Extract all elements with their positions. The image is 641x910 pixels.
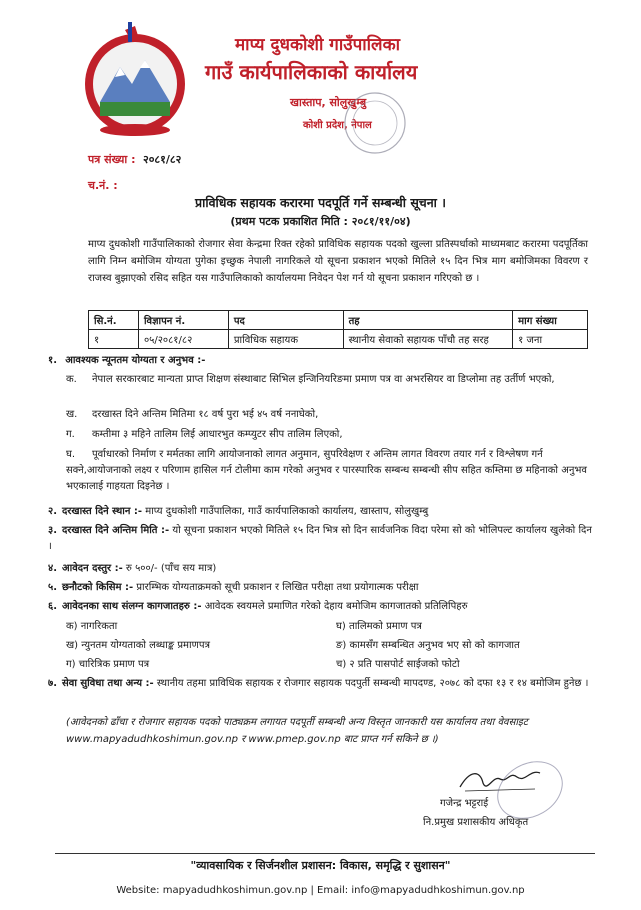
signatory-name: गजेन्द्र भट्टराई [440, 798, 489, 809]
table-cell: १ [89, 330, 139, 349]
section-fee [48, 561, 593, 577]
list-item: ग) चारित्रिक प्रमाण पत्र [66, 659, 150, 670]
item-text: पूर्वाधारको निर्माण र मर्मतका लागि आयोजनाको लागत अनुमान, सुपरिवेक्षण र अन्तिम लागत विवरण तयार गर्न र विश्लेषण गर्न सक्ने,आयोजनाको लक्ष्य र परिणाम हासिल गर्न टोलीमा काम गरेको अनुभव र पारस्पारिक सम्बन्ध सम्बन्धी सीप सहित कम्तिमा छ महिनाको अनुभव भएकालाई गाहयता दिइनेछ । [66, 449, 587, 492]
section-label: आवेदनका साथ संलग्न कागजातहरु :- [62, 601, 202, 612]
table-header-cell: विज्ञापन नं. [138, 311, 228, 330]
office-address: खास्ताप, सोलुखुम्बु [290, 96, 367, 109]
signatory-post: नि.प्रमुख प्रशासकीय अधिकृत [423, 817, 529, 828]
table-cell: प्राविधिक सहायक [228, 330, 343, 349]
section-facilities [48, 676, 593, 692]
government-emblem-icon [70, 22, 200, 142]
table-header-row [89, 311, 588, 330]
notice-subtitle: (प्रथम पटक प्रकाशित मिति : २०८१/११/०४) [230, 215, 411, 228]
list-item: ख) न्युनतम योग्यताको लब्धाङ्क प्रमाणपत्र [66, 640, 211, 651]
item-key: क. [66, 374, 77, 385]
letter-number [88, 152, 181, 167]
table-cell: ०५/२०८१/८२ [138, 330, 228, 349]
item-text: दरखास्त दिने अन्तिम मितिमा १८ वर्ष पुरा भई ४५ वर्ष ननाघेको, [92, 409, 319, 420]
section-number: ७. [48, 678, 57, 689]
section-text: यो सूचना प्रकाशन भएको मितिले १५ दिन भित्र सो दिन सार्वजनिक विदा परेमा सो को भोलिपल्ट कार्यालय खुलेको दिन । [48, 525, 592, 552]
list-item: ङ) कामसँग सम्बन्धित अनुभव भए सो को कागजात [336, 640, 520, 651]
office-name-line2: गाउँ कार्यपालिकाको कार्यालय [205, 60, 418, 84]
documents-list [66, 618, 586, 674]
notice-title: प्राविधिक सहायक करारमा पदपूर्ति गर्ने सम्बन्धी सूचना । [195, 195, 446, 210]
list-item [66, 372, 594, 388]
section-label: दरखास्त दिने स्थान :- [62, 506, 143, 517]
section-label: आवश्यक न्यूनतम योग्यता र अनुभव :- [65, 355, 206, 366]
item-key: ख. [66, 409, 78, 420]
section-number: ६. [48, 601, 57, 612]
section-text: रु ५००/- (पाँच सय मात्र) [122, 563, 217, 574]
vacancy-table [88, 310, 588, 349]
section-number: १. [48, 355, 57, 366]
letter-number-value: २०८१/८२ [142, 153, 182, 166]
table-header-cell: तह [343, 311, 513, 330]
list-item: च) २ प्रति पासपोर्ट साईजको फोटो [336, 659, 460, 670]
notice-intro: माप्य दुधकोशी गाउँपालिकाको रोजगार सेवा केन्द्रमा रिक्त रहेको प्राविधिक सहायक पदको खुल्ला प्रतिस्पर्धाको माध्यमबाट करारमा पदपूर्तिका लागि निम्न बमोजिम योग्यता पुगेका इच्छुक नेपाली नागरिकले यो सूचना प्रकाशन भएको मितिले १५ दिन भित्र माग बमोजिमका विवरण र राजस्व बुझाएको रसिद सहित यस गाउँपालिकाको कार्यालयमा निवेदन पेश गर्न यो सूचना प्रकाशन गरिएको छ । [88, 239, 588, 284]
list-item [66, 447, 594, 495]
dispatch-number-label: च.नं. : [88, 179, 118, 192]
table-row [89, 330, 588, 349]
section-label: दरखास्त दिने अन्तिम मिति :- [62, 525, 170, 536]
item-text: नेपाल सरकारबाट मान्यता प्राप्त शिक्षण संस्थाबाट सिभिल इन्जिनियरिङमा प्रमाण पत्र वा अभरसियर वा डिप्लोमा तह उर्तीर्ण भएको, [92, 374, 555, 385]
section-label: छनौटको किसिम :- [62, 582, 134, 593]
section-text: आवेदक स्वयमले प्रमाणित गरेको देहाय बमोजिम कागजातको प्रतिलिपिहरु [201, 601, 468, 612]
section-number: ३. [48, 525, 57, 536]
section-deadline [48, 523, 593, 555]
section-number: २. [48, 506, 57, 517]
section-application-place [48, 504, 593, 520]
table-cell: स्थानीय सेवाको सहायक पाँचौ तह सरह [343, 330, 513, 349]
footer-slogan: "व्यावसायिक र सिर्जनशील प्रशासन: विकास, समृद्धि र सुशासन" [190, 859, 451, 872]
section-documents [48, 599, 593, 615]
section-number: ५. [48, 582, 57, 593]
letter-number-label: पत्र संख्या : [88, 153, 136, 166]
section-qualification [48, 353, 593, 369]
footer-contact: Website: mapyadudhkoshimun.gov.np | Email: info@mapyadudhkoshimun.gov.np [116, 885, 525, 896]
section-selection [48, 580, 593, 596]
note-text: (आवेदनको ढाँचा र रोजगार सहायक पदको पाठ्यक्रम लगायत पदपूर्ती सम्बन्धी अन्य विस्तृत जानकारी यस कार्यालय तथा वेवसाइट www.mapyadudhkoshimun.gov.np र www.pmep.gov.np बाट प्राप्त गर्न सकिने छ ।) [66, 717, 528, 745]
list-item [66, 407, 594, 423]
section-text: प्रारम्भिक योग्यताक्रमको सूची प्रकाशन र लिखित परीक्षा तथा प्रयोगात्मक परीक्षा [133, 582, 419, 593]
office-name-line1: माप्य दुधकोशी गाउँपालिका [235, 35, 401, 55]
section-number: ४. [48, 563, 57, 574]
list-item [66, 427, 594, 443]
section-label: आवेदन दस्तुर :- [62, 563, 123, 574]
item-key: घ. [66, 449, 76, 460]
section-text: स्थानीय तहमा प्राविधिक सहायक र रोजगार सहायक पदपुर्ती सम्बन्धी मापदण्ड, २०७८ को दफा १३ र १४ बमोजिम हुनेछ । [153, 678, 589, 689]
table-header-cell: सि.नं. [89, 311, 139, 330]
office-province: कोशी प्रदेश, नेपाल [303, 120, 372, 131]
list-item: क) नागरिकता [66, 621, 118, 632]
table-header-cell: पद [228, 311, 343, 330]
section-label: सेवा सुविधा तथा अन्य :- [62, 678, 154, 689]
list-item: घ) तालिमको प्रमाण पत्र [336, 621, 422, 632]
footer-divider [55, 853, 595, 854]
item-key: ग. [66, 429, 75, 440]
table-header-cell: माग संख्या [513, 311, 588, 330]
table-cell: १ जना [513, 330, 588, 349]
office-stamp-icon [335, 88, 415, 158]
section-text: माप्य दुधकोशी गाउँपालिका, गाउँ कार्यपालिकाको कार्यालय, खास्ताप, सोलुखुम्बु [142, 506, 429, 517]
item-text: कम्तीमा ३ महिने तालिम लिई आधारभुत कम्प्युटर सीप तालिम लिएको, [92, 429, 343, 440]
